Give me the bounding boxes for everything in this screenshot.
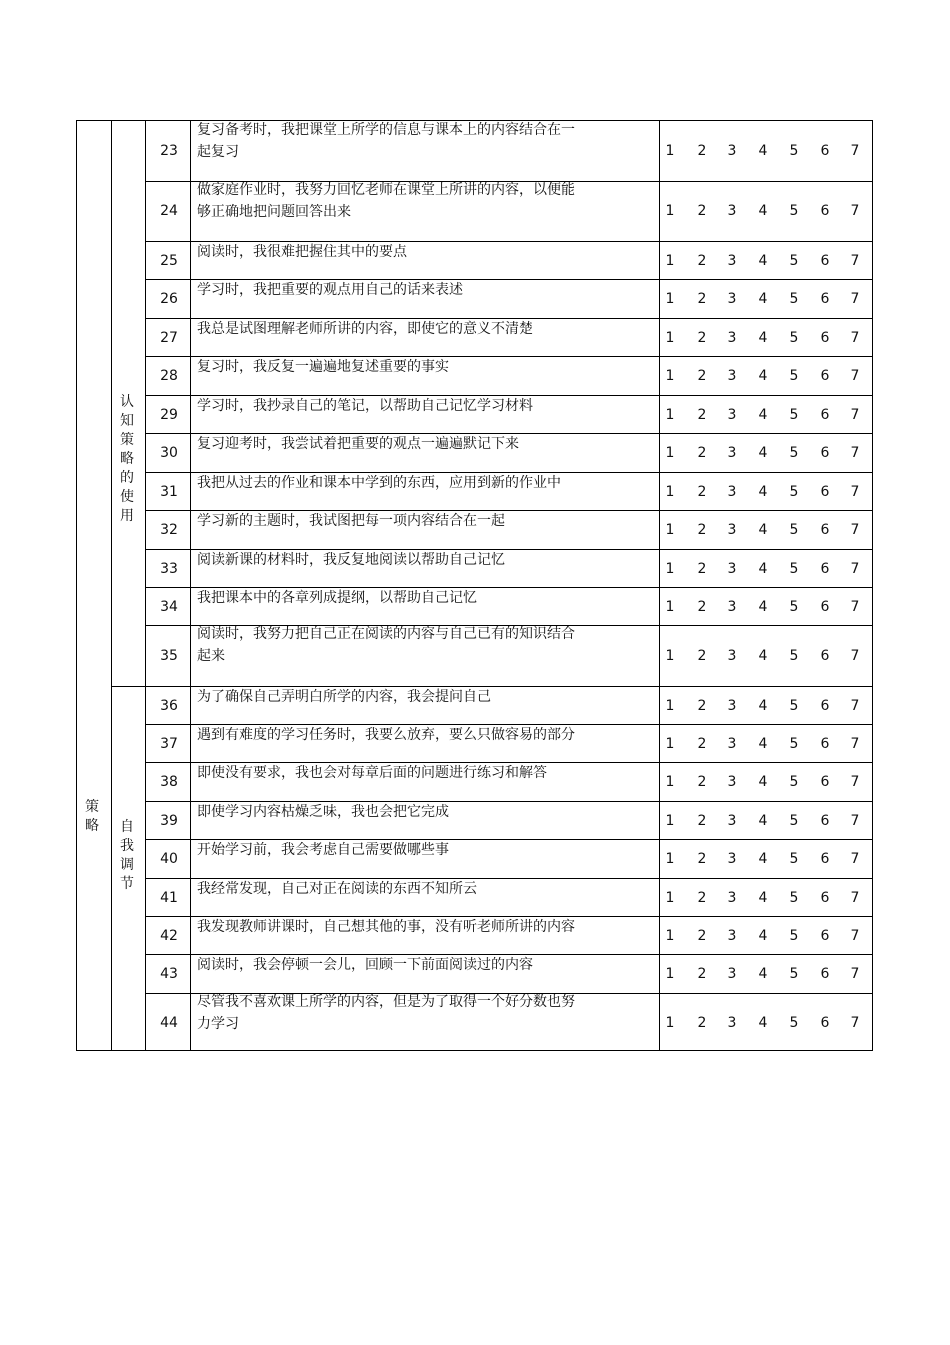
group-label-char: 认	[120, 394, 134, 410]
rating-option[interactable]: 1	[665, 484, 675, 500]
item-number: 28	[160, 368, 178, 384]
item-statement-line: 阅读时，我很难把握住其中的要点	[197, 244, 407, 260]
rating-scale	[660, 253, 874, 269]
rating-scale	[660, 203, 874, 219]
rating-option[interactable]: 5	[789, 522, 799, 538]
group-label-char: 我	[120, 838, 134, 854]
item-statement-line: 起复习	[197, 144, 239, 160]
rating-option[interactable]: 2	[697, 368, 707, 384]
rating-option[interactable]: 4	[758, 1015, 768, 1031]
rating-option[interactable]: 2	[697, 330, 707, 346]
group-label-self-regulation	[117, 818, 137, 894]
item-statement-line: 复习迎考时，我尝试着把重要的观点一遍遍默记下来	[197, 436, 519, 452]
item-number: 35	[160, 648, 178, 664]
item-statement	[197, 839, 607, 861]
rating-option[interactable]: 4	[758, 851, 768, 867]
rating-option[interactable]: 2	[697, 407, 707, 423]
item-statement-line: 起来	[197, 648, 225, 664]
rating-scale	[660, 143, 874, 159]
rating-option[interactable]: 6	[820, 143, 830, 159]
rating-option[interactable]: 7	[850, 1015, 860, 1031]
rating-option[interactable]: 4	[758, 484, 768, 500]
rating-option[interactable]: 4	[758, 774, 768, 790]
rating-option[interactable]: 5	[789, 445, 799, 461]
rating-option[interactable]: 6	[820, 368, 830, 384]
item-number: 42	[160, 928, 178, 944]
item-statement-line: 我总是试图理解老师所讲的内容，即使它的意义不清楚	[197, 321, 533, 337]
rating-option[interactable]: 3	[727, 698, 737, 714]
item-number: 24	[160, 203, 178, 219]
item-statement	[197, 472, 607, 494]
rating-option[interactable]: 1	[665, 736, 675, 752]
rating-option[interactable]: 5	[789, 774, 799, 790]
rating-option[interactable]: 2	[697, 522, 707, 538]
rating-option[interactable]: 3	[727, 445, 737, 461]
item-number: 29	[160, 407, 178, 423]
rating-option[interactable]: 6	[820, 599, 830, 615]
item-statement-line: 学习时，我抄录自己的笔记，以帮助自己记忆学习材料	[197, 398, 533, 414]
rating-option[interactable]: 7	[850, 928, 860, 944]
item-statement-line: 做家庭作业时，我努力回忆老师在课堂上所讲的内容，以便能	[197, 182, 575, 198]
rating-option[interactable]: 7	[850, 291, 860, 307]
rating-option[interactable]: 2	[697, 143, 707, 159]
rating-option[interactable]: 4	[758, 445, 768, 461]
rating-option[interactable]: 5	[789, 368, 799, 384]
rating-option[interactable]: 6	[820, 253, 830, 269]
item-statement-line: 尽管我不喜欢课上所学的内容，但是为了取得一个好分数也努	[197, 994, 575, 1010]
rating-option[interactable]: 7	[850, 143, 860, 159]
rating-option[interactable]: 1	[665, 648, 675, 664]
rating-option[interactable]: 5	[789, 698, 799, 714]
rating-option[interactable]: 6	[820, 966, 830, 982]
rating-option[interactable]: 5	[789, 928, 799, 944]
group-label-char: 节	[120, 876, 134, 892]
rating-option[interactable]: 3	[727, 648, 737, 664]
rating-option[interactable]: 6	[820, 291, 830, 307]
rating-option[interactable]: 7	[850, 599, 860, 615]
rating-option[interactable]: 7	[850, 966, 860, 982]
rating-scale	[660, 445, 874, 461]
rating-option[interactable]: 3	[727, 966, 737, 982]
item-statement-line: 我把从过去的作业和课本中学到的东西，应用到新的作业中	[197, 475, 561, 491]
item-statement	[197, 878, 607, 900]
rating-option[interactable]: 7	[850, 407, 860, 423]
item-statement	[197, 587, 607, 609]
rating-option[interactable]: 7	[850, 890, 860, 906]
rating-option[interactable]: 2	[697, 851, 707, 867]
rating-option[interactable]: 3	[727, 736, 737, 752]
group-label-char: 略	[120, 451, 134, 467]
item-statement	[197, 279, 607, 301]
rating-option[interactable]: 2	[697, 813, 707, 829]
rating-option[interactable]: 4	[758, 203, 768, 219]
rating-option[interactable]: 6	[820, 813, 830, 829]
item-statement	[197, 623, 607, 667]
rating-option[interactable]: 2	[697, 736, 707, 752]
rating-option[interactable]: 2	[697, 928, 707, 944]
item-statement-line: 遇到有难度的学习任务时，我要么放弃，要么只做容易的部分	[197, 727, 575, 743]
rating-scale	[660, 698, 874, 714]
item-statement-line: 为了确保自己弄明白所学的内容，我会提问自己	[197, 689, 491, 705]
rating-scale	[660, 736, 874, 752]
rating-option[interactable]: 4	[758, 736, 768, 752]
rating-option[interactable]: 1	[665, 698, 675, 714]
rating-option[interactable]: 3	[727, 484, 737, 500]
rating-option[interactable]: 2	[697, 648, 707, 664]
rating-option[interactable]: 3	[727, 330, 737, 346]
item-number: 38	[160, 774, 178, 790]
rating-option[interactable]: 4	[758, 253, 768, 269]
rating-option[interactable]: 5	[789, 484, 799, 500]
questionnaire-table	[76, 120, 873, 1051]
rating-scale	[660, 291, 874, 307]
item-number: 33	[160, 561, 178, 577]
item-statement-line: 开始学习前，我会考虑自己需要做哪些事	[197, 842, 449, 858]
rating-option[interactable]: 1	[665, 445, 675, 461]
item-statement	[197, 916, 607, 938]
rating-option[interactable]: 7	[850, 736, 860, 752]
rating-scale	[660, 407, 874, 423]
item-statement-line: 我经常发现，自己对正在阅读的东西不知所云	[197, 881, 477, 897]
item-number: 30	[160, 445, 178, 461]
rating-option[interactable]: 5	[789, 813, 799, 829]
rating-option[interactable]: 5	[789, 599, 799, 615]
rating-option[interactable]: 6	[820, 648, 830, 664]
rating-option[interactable]: 4	[758, 928, 768, 944]
item-statement-line: 学习时，我把重要的观点用自己的话来表述	[197, 282, 463, 298]
rating-option[interactable]: 5	[789, 851, 799, 867]
rating-option[interactable]: 3	[727, 774, 737, 790]
rating-option[interactable]: 1	[665, 813, 675, 829]
item-statement	[197, 433, 607, 455]
item-statement	[197, 549, 607, 571]
rating-option[interactable]: 1	[665, 774, 675, 790]
rating-option[interactable]: 7	[850, 561, 860, 577]
item-statement	[197, 954, 607, 976]
rating-option[interactable]: 2	[697, 445, 707, 461]
item-statement	[197, 356, 607, 378]
item-statement	[197, 119, 607, 163]
rating-option[interactable]: 2	[697, 484, 707, 500]
rating-option[interactable]: 1	[665, 1015, 675, 1031]
item-number: 31	[160, 484, 178, 500]
rating-option[interactable]: 5	[789, 648, 799, 664]
rating-option[interactable]: 1	[665, 851, 675, 867]
rating-option[interactable]: 7	[850, 648, 860, 664]
column-divider	[145, 121, 146, 1050]
rating-option[interactable]: 5	[789, 736, 799, 752]
rating-scale	[660, 851, 874, 867]
rating-option[interactable]: 2	[697, 599, 707, 615]
rating-option[interactable]: 7	[850, 851, 860, 867]
rating-option[interactable]: 2	[697, 966, 707, 982]
rating-option[interactable]: 4	[758, 291, 768, 307]
rating-option[interactable]: 7	[850, 445, 860, 461]
rating-option[interactable]: 6	[820, 445, 830, 461]
rating-option[interactable]: 5	[789, 143, 799, 159]
rating-option[interactable]: 4	[758, 648, 768, 664]
rating-option[interactable]: 2	[697, 253, 707, 269]
rating-option[interactable]: 5	[789, 330, 799, 346]
item-statement	[197, 724, 607, 746]
rating-option[interactable]: 4	[758, 698, 768, 714]
group-label-char: 的	[120, 470, 134, 486]
rating-option[interactable]: 7	[850, 774, 860, 790]
rating-option[interactable]: 2	[697, 698, 707, 714]
category-label-char: 略	[85, 818, 99, 834]
item-number: 43	[160, 966, 178, 982]
rating-scale	[660, 1015, 874, 1031]
rating-option[interactable]: 5	[789, 291, 799, 307]
item-number: 32	[160, 522, 178, 538]
item-number: 37	[160, 736, 178, 752]
rating-option[interactable]: 4	[758, 561, 768, 577]
rating-option[interactable]: 7	[850, 484, 860, 500]
item-statement	[197, 318, 607, 340]
rating-option[interactable]: 5	[789, 203, 799, 219]
item-statement	[197, 395, 607, 417]
item-statement-line: 复习时，我反复一遍遍地复述重要的事实	[197, 359, 449, 375]
rating-option[interactable]: 7	[850, 253, 860, 269]
rating-option[interactable]: 2	[697, 890, 707, 906]
item-number: 34	[160, 599, 178, 615]
rating-option[interactable]: 2	[697, 291, 707, 307]
group-label-char: 知	[120, 413, 134, 429]
rating-option[interactable]: 6	[820, 698, 830, 714]
rating-scale	[660, 648, 874, 664]
rating-option[interactable]: 6	[820, 736, 830, 752]
rating-option[interactable]: 4	[758, 966, 768, 982]
rating-option[interactable]: 1	[665, 203, 675, 219]
rating-option[interactable]: 5	[789, 407, 799, 423]
rating-option[interactable]: 5	[789, 561, 799, 577]
item-statement	[197, 991, 607, 1035]
rating-option[interactable]: 7	[850, 203, 860, 219]
rating-option[interactable]: 1	[665, 143, 675, 159]
group-label-char: 自	[120, 819, 134, 835]
rating-option[interactable]: 2	[697, 1015, 707, 1031]
rating-option[interactable]: 5	[789, 966, 799, 982]
rating-option[interactable]: 3	[727, 407, 737, 423]
rating-scale	[660, 330, 874, 346]
rating-option[interactable]: 4	[758, 330, 768, 346]
item-statement-line: 即使学习内容枯燥乏味，我也会把它完成	[197, 804, 449, 820]
item-statement-line: 够正确地把问题回答出来	[197, 204, 351, 220]
rating-scale	[660, 774, 874, 790]
rating-option[interactable]: 6	[820, 484, 830, 500]
group-label-cognitive-strategy	[117, 393, 137, 526]
rating-option[interactable]: 1	[665, 599, 675, 615]
rating-scale	[660, 484, 874, 500]
item-statement	[197, 510, 607, 532]
rating-option[interactable]: 6	[820, 774, 830, 790]
item-statement-line: 力学习	[197, 1016, 239, 1032]
item-statement-line: 阅读时，我会停顿一会儿，回顾一下前面阅读过的内容	[197, 957, 533, 973]
rating-option[interactable]: 1	[665, 253, 675, 269]
rating-option[interactable]: 4	[758, 813, 768, 829]
rating-option[interactable]: 2	[697, 561, 707, 577]
group-label-char: 策	[120, 432, 134, 448]
rating-option[interactable]: 7	[850, 698, 860, 714]
rating-option[interactable]: 2	[697, 774, 707, 790]
rating-option[interactable]: 3	[727, 851, 737, 867]
rating-option[interactable]: 6	[820, 561, 830, 577]
item-statement-line: 复习备考时，我把课堂上所学的信息与课本上的内容结合在一	[197, 122, 575, 138]
rating-option[interactable]: 7	[850, 522, 860, 538]
column-divider	[111, 121, 112, 1050]
rating-option[interactable]: 7	[850, 330, 860, 346]
rating-option[interactable]: 3	[727, 203, 737, 219]
rating-option[interactable]: 1	[665, 291, 675, 307]
rating-scale	[660, 928, 874, 944]
rating-option[interactable]: 4	[758, 599, 768, 615]
category-label-char: 策	[85, 799, 99, 815]
rating-option[interactable]: 7	[850, 368, 860, 384]
rating-option[interactable]: 3	[727, 1015, 737, 1031]
item-statement-line: 我发现教师讲课时，自己想其他的事，没有听老师所讲的内容	[197, 919, 575, 935]
rating-option[interactable]: 4	[758, 522, 768, 538]
rating-option[interactable]: 3	[727, 561, 737, 577]
rating-option[interactable]: 5	[789, 1015, 799, 1031]
rating-option[interactable]: 2	[697, 203, 707, 219]
rating-option[interactable]: 3	[727, 928, 737, 944]
rating-scale	[660, 890, 874, 906]
rating-option[interactable]: 4	[758, 890, 768, 906]
item-statement	[197, 801, 607, 823]
item-statement	[197, 686, 607, 708]
rating-option[interactable]: 1	[665, 561, 675, 577]
rating-option[interactable]: 3	[727, 890, 737, 906]
rating-option[interactable]: 6	[820, 1015, 830, 1031]
rating-scale	[660, 561, 874, 577]
rating-option[interactable]: 6	[820, 890, 830, 906]
rating-option[interactable]: 3	[727, 143, 737, 159]
item-statement-line: 学习新的主题时，我试图把每一项内容结合在一起	[197, 513, 505, 529]
item-number: 25	[160, 253, 178, 269]
rating-option[interactable]: 1	[665, 368, 675, 384]
rating-option[interactable]: 3	[727, 253, 737, 269]
rating-option[interactable]: 3	[727, 368, 737, 384]
rating-scale	[660, 522, 874, 538]
item-number: 36	[160, 698, 178, 714]
item-number: 39	[160, 813, 178, 829]
rating-option[interactable]: 1	[665, 407, 675, 423]
rating-option[interactable]: 1	[665, 928, 675, 944]
item-statement	[197, 762, 607, 784]
rating-option[interactable]: 1	[665, 890, 675, 906]
item-statement	[197, 241, 607, 263]
rating-option[interactable]: 1	[665, 522, 675, 538]
rating-scale	[660, 813, 874, 829]
rating-option[interactable]: 4	[758, 143, 768, 159]
rating-scale	[660, 368, 874, 384]
rating-option[interactable]: 1	[665, 966, 675, 982]
rating-option[interactable]: 6	[820, 407, 830, 423]
item-number: 26	[160, 291, 178, 307]
rating-option[interactable]: 3	[727, 522, 737, 538]
group-label-char: 用	[120, 508, 134, 524]
item-statement-line: 阅读新课的材料时，我反复地阅读以帮助自己记忆	[197, 552, 505, 568]
rating-scale	[660, 599, 874, 615]
rating-option[interactable]: 3	[727, 599, 737, 615]
item-statement-line: 我把课本中的各章列成提纲，以帮助自己记忆	[197, 590, 477, 606]
rating-option[interactable]: 1	[665, 330, 675, 346]
rating-scale	[660, 966, 874, 982]
rating-option[interactable]: 3	[727, 813, 737, 829]
item-number: 27	[160, 330, 178, 346]
rating-option[interactable]: 7	[850, 813, 860, 829]
rating-option[interactable]: 6	[820, 522, 830, 538]
rating-option[interactable]: 5	[789, 253, 799, 269]
rating-option[interactable]: 6	[820, 928, 830, 944]
item-statement-line: 即使没有要求，我也会对每章后面的问题进行练习和解答	[197, 765, 547, 781]
rating-option[interactable]: 4	[758, 407, 768, 423]
rating-option[interactable]: 6	[820, 330, 830, 346]
item-statement-line: 阅读时，我努力把自己正在阅读的内容与自己已有的知识结合	[197, 626, 575, 642]
item-statement	[197, 179, 607, 223]
group-label-char: 使	[120, 489, 134, 505]
rating-option[interactable]: 6	[820, 203, 830, 219]
item-number: 44	[160, 1015, 178, 1031]
group-label-char: 调	[120, 857, 134, 873]
rating-option[interactable]: 3	[727, 291, 737, 307]
item-number: 41	[160, 890, 178, 906]
category-label-strategy	[82, 798, 102, 836]
item-number: 23	[160, 143, 178, 159]
rating-option[interactable]: 4	[758, 368, 768, 384]
rating-option[interactable]: 5	[789, 890, 799, 906]
item-number: 40	[160, 851, 178, 867]
rating-option[interactable]: 6	[820, 851, 830, 867]
